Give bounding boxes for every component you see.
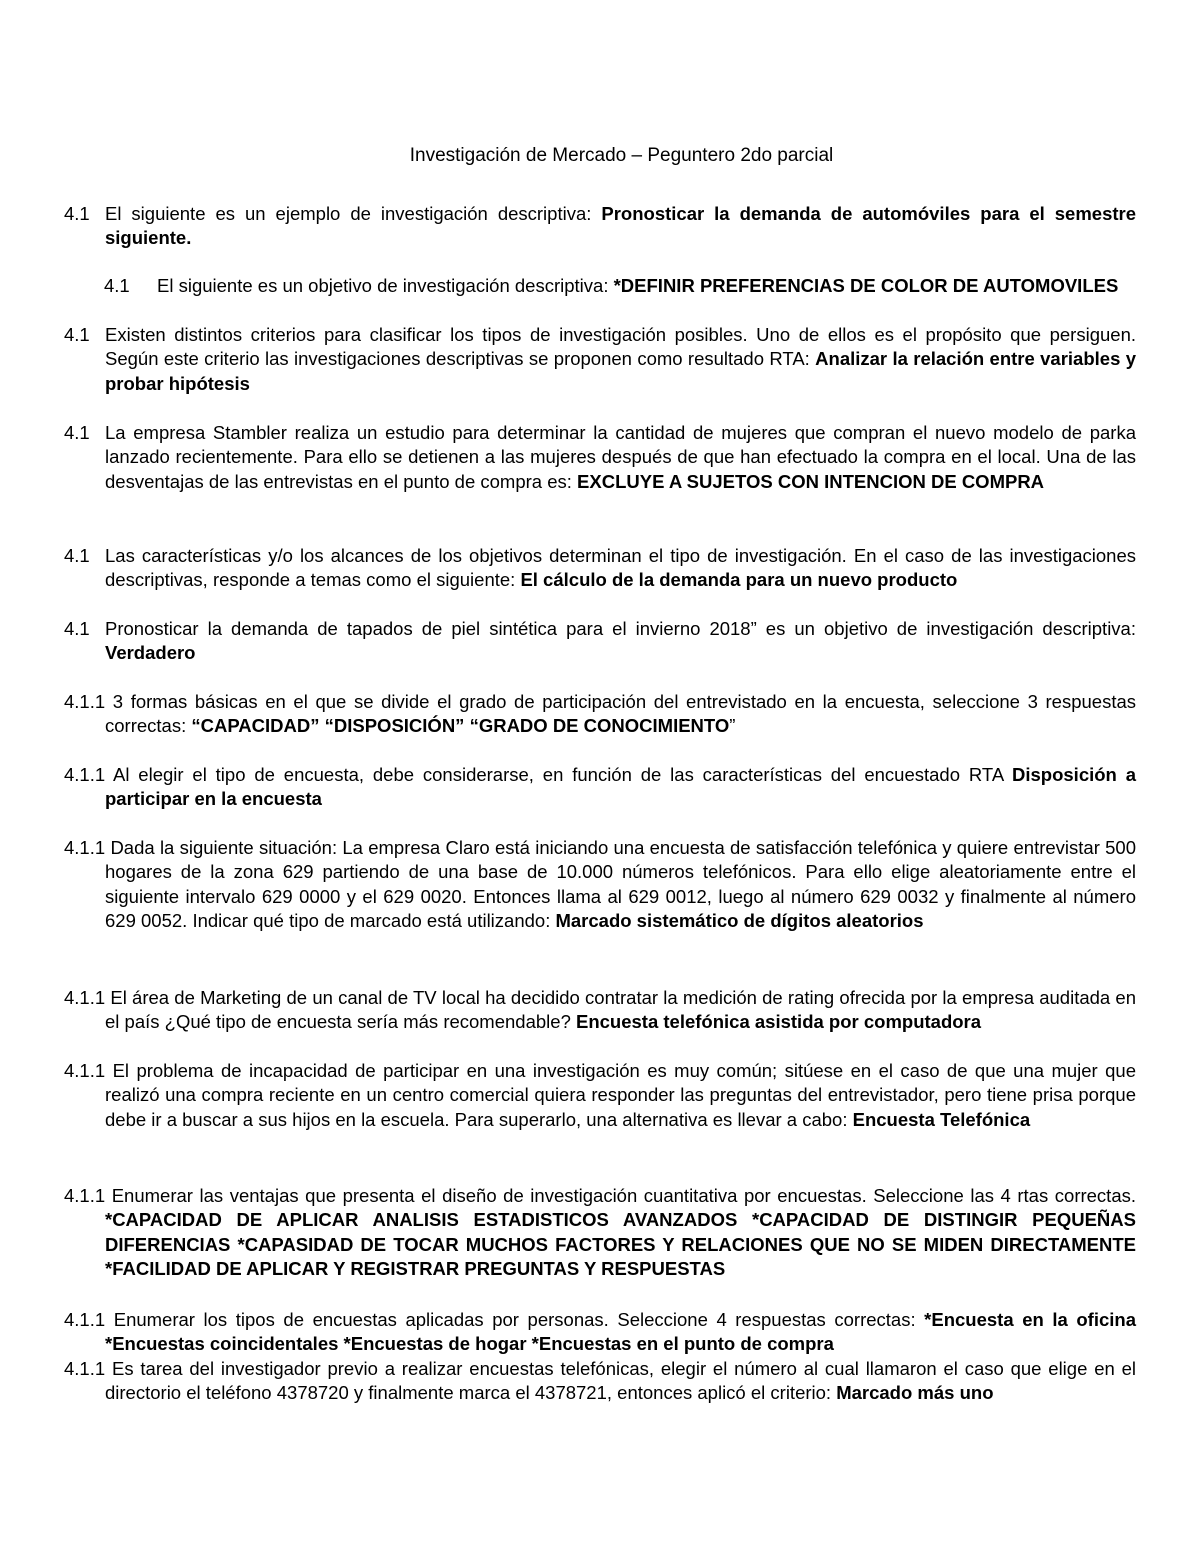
item-number: 4.1.1 (64, 691, 106, 712)
item-number: 4.1 (64, 203, 90, 224)
item-number: 4.1.1 (64, 1358, 106, 1379)
question-text: El problema de incapacidad de participar en una investigación es muy común; sitúese en el caso de que una mujer que realizó una compra reciente en un centro comercial quiera responder las preguntas del entrevistador, pero tiene prisa porque debe ir a buscar a sus hijos en la escuela. Para superarlo, una alternativa es llevar a cabo: (105, 1060, 1136, 1130)
answer-text: EXCLUYE A SUJETOS CON INTENCION DE COMPRA (577, 470, 1045, 492)
question-item (64, 1059, 1136, 1132)
question-item (64, 690, 1136, 739)
question-item (64, 544, 1136, 593)
question-text: Existen distintos criterios para clasificar los tipos de investigación posibles. Uno de ellos es el propósito que persiguen. Según este criterio las investigaciones descriptivas se proponen como resultado RTA: (105, 324, 1136, 370)
answer-text: Encuesta telefónica asistida por computadora (576, 1011, 982, 1033)
question-item (64, 617, 1136, 666)
question-text: El siguiente es un objetivo de investigación descriptiva: (157, 275, 614, 296)
item-number: 4.1.1 (64, 837, 106, 858)
question-text: Enumerar las ventajas que presenta el diseño de investigación cuantitativa por encuestas. Seleccione las 4 rtas correctas. (111, 1185, 1137, 1206)
question-item (64, 836, 1136, 934)
question-text: La empresa Stambler realiza un estudio para determinar la cantidad de mujeres que compran el nuevo modelo de parka lanzado recientemente. Para ello se detienen a las mujeres después de que han efectuado la compra en el local. Una de las desventajas de las entrevistas en el punto de compra es: (105, 422, 1136, 492)
question-text: Las características y/o los alcances de los objetivos determinan el tipo de investigación. En el caso de las investigaciones descriptivas, responde a temas como el siguiente: (105, 545, 1136, 591)
question-text: Dada la siguiente situación: La empresa Claro está iniciando una encuesta de satisfacción telefónica y quiere entrevistar 500 hogares de la zona 629 partiendo de una base de 10.000 números telefónicos. Para ello elige aleatoriamente entre el siguiente intervalo 629 0000 y el 629 0020. Entonces llama al 629 0012, luego al número 629 0032 y finalmente al número 629 0052. Indicar qué tipo de marcado está utilizando: (105, 837, 1136, 932)
question-item (64, 202, 1136, 251)
answer-text: *CAPACIDAD DE APLICAR ANALISIS ESTADISTICOS AVANZADOS *CAPACIDAD DE DISTINGIR PEQUEÑAS DIFERENCIAS *CAPASIDAD DE TOCAR MUCHOS FACTORES Y RELACIONES QUE NO SE MIDEN DIRECTAMENTE *FACILIDAD DE APLICAR Y REGISTRAR PREGUNTAS Y RESPUESTAS (105, 1209, 1136, 1280)
answer-text: Analizar la relación entre variables y probar hipótesis (105, 348, 1137, 394)
item-number: 4.1 (64, 324, 90, 345)
answer-text: Marcado sistemático de dígitos aleatorios (555, 910, 924, 932)
document-title: Investigación de Mercado – Peguntero 2do parcial (409, 145, 834, 166)
answer-text: “CAPACIDAD” “DISPOSICIÓN” “GRADO DE CONOCIMIENTO (191, 715, 730, 737)
item-number: 4.1.1 (64, 987, 106, 1008)
question-text: 3 formas básicas en el que se divide el grado de participación del entrevistado en la encuesta, seleccione 3 respuestas correctas: (105, 691, 1137, 737)
item-number: 4.1.1 (64, 1060, 106, 1081)
question-text: El área de Marketing de un canal de TV local ha decidido contratar la medición de rating ofrecida por la empresa auditada en el país ¿Qué tipo de encuesta sería más recomendable? (105, 987, 1136, 1033)
question-item (64, 421, 1136, 494)
question-text: Es tarea del investigador previo a realizar encuestas telefónicas, elegir el número al cual llamaron el caso que elige en el directorio el teléfono 4378720 y finalmente marca el 4378721, entonces aplicó el criterio: (105, 1358, 1136, 1404)
item-number: 4.1 (104, 275, 130, 296)
answer-text: Marcado más uno (836, 1382, 994, 1404)
answer-text: *DEFINIR PREFERENCIAS DE COLOR DE AUTOMOVILES (613, 275, 1119, 296)
question-item (64, 986, 1136, 1035)
item-number: 4.1.1 (64, 1309, 106, 1330)
question-text: Enumerar los tipos de encuestas aplicadas por personas. Seleccione 4 respuestas correctas: (113, 1309, 925, 1330)
question-item (64, 323, 1136, 396)
answer-text: *Encuesta en la oficina *Encuestas coincidentales *Encuestas de hogar *Encuestas en el punto de compra (105, 1309, 1136, 1355)
question-text: Al elegir el tipo de encuesta, debe considerarse, en función de las características del encuestado RTA (113, 764, 1012, 785)
answer-text: Disposición a participar en la encuesta (105, 764, 1136, 810)
answer-closing-quote: ” (729, 715, 736, 737)
answer-text: El cálculo de la demanda para un nuevo producto (520, 569, 958, 591)
item-number: 4.1 (64, 618, 90, 639)
item-number: 4.1.1 (64, 1185, 106, 1206)
question-item (64, 1357, 1136, 1406)
answer-text: Encuesta Telefónica (852, 1108, 1031, 1130)
question-item (104, 274, 1136, 298)
question-item (64, 1308, 1136, 1357)
question-item (64, 1184, 1136, 1282)
item-number: 4.1 (64, 422, 90, 443)
question-text: Pronosticar la demanda de tapados de piel sintética para el invierno 2018” es un objetivo de investigación descriptiva: (105, 618, 1136, 639)
question-text: El siguiente es un ejemplo de investigación descriptiva: (105, 203, 602, 224)
answer-text: Pronosticar la demanda de automóviles para el semestre siguiente. (105, 203, 1137, 249)
item-number: 4.1.1 (64, 764, 106, 785)
answer-text: Verdadero (105, 642, 196, 664)
question-item (64, 763, 1136, 812)
item-number: 4.1 (64, 545, 90, 566)
